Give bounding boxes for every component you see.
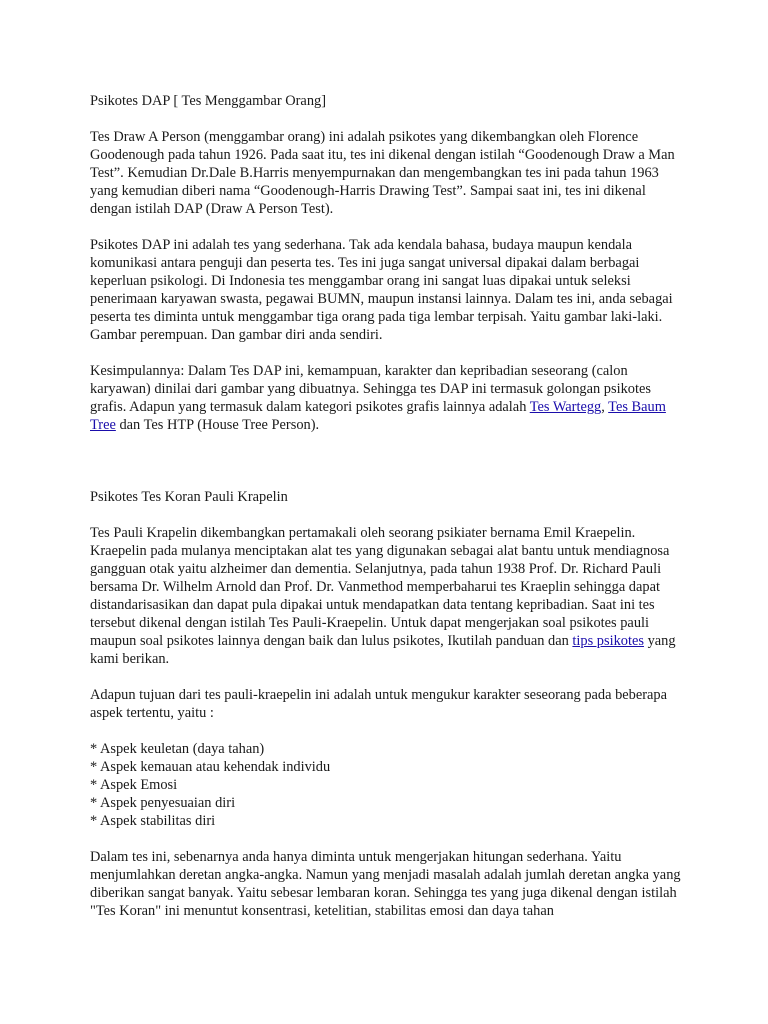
dap-paragraph-3-tail: dan Tes HTP (House Tree Person). [115,417,320,433]
pauli-paragraph-1-text: Tes Pauli Krapelin dikembangkan pertamakali oleh seorang psikiater bernama Emil Kraepelin. Kraepelin pada mulanya menciptakan alat tes yang digunakan sebagai alat bantu untuk mendiagnosa gangguan otak yaitu alzheimer dan dementia. Selanjutnya, pada tahun 1938 Prof. Dr. Richard Pauli bersama Dr. Wilhelm Arnold dan Prof. Dr. Vanmethod memperbaharui tes Kraeplin sehingga dapat distandarisasikan dan dapat pula dipakai untuk mendapatkan data tentang kepribadian. Saat ini tes tersebut dikenal dengan istilah Tes Pauli-Kraepelin. Untuk dapat mengerjakan soal psikotes pauli maupun soal psikotes lainnya dengan baik dan lulus psikotes, Ikutilah panduan dan [90,525,670,649]
dap-paragraph-2: Psikotes DAP ini adalah tes yang sederhana. Tak ada kendala bahasa, budaya maupun kendala komunikasi antara penguji dan peserta tes. Tes ini juga sangat universal dipakai dalam berbagai keperluan psikologi. Di Indonesia tes menggambar orang ini sangat luas dipakai untuk seleksi penerimaan karyawan swasta, pegawai BUMN, maupun instansi lainnya. Dalam tes ini, anda sebagai peserta tes diminta untuk menggambar tiga orang pada tiga lembar terpisah. Yaitu gambar laki-laki. Gambar perempuan. Dan gambar diri anda sendiri. [90,237,673,343]
pauli-paragraph-1 [90,524,685,668]
section-title-pauli: Psikotes Tes Koran Pauli Krapelin [90,489,288,505]
list-item: * Aspek Emosi [90,777,178,793]
pauli-paragraph-3: Dalam tes ini, sebenarnya anda hanya diminta untuk mengerjakan hitungan sederhana. Yaitu menjumlahkan deretan angka-angka. Namun yang menjadi masalah adalah jumlah deretan angka yang diberikan sangat banyak. Yaitu sebesar lembaran koran. Sehingga tes yang juga dikenal dengan istilah "Tes Koran" ini menuntut konsentrasi, ketelitian, stabilitas emosi dan daya tahan [90,849,681,919]
dap-paragraph-3 [90,362,685,434]
list-item: * Aspek kemauan atau kehendak individu [90,759,331,775]
link-tes-baum-tree[interactable]: Tes Baum Tree [90,399,666,433]
document-content [90,92,685,938]
dap-paragraph-1: Tes Draw A Person (menggambar orang) ini adalah psikotes yang dikembangkan oleh Florence Goodenough pada tahun 1926. Pada saat itu, tes ini dikenal dengan istilah “Goodenough Draw a Man Test”. Kemudian Dr.Dale B.Harris menyempurnakan dan mengembangkan tes ini pada tahun 1963 yang kemudian diberi nama “Goodenough-Harris Drawing Test”. Sampai saat ini, tes ini dikenal dengan istilah DAP (Draw A Person Test). [90,129,675,217]
pauli-paragraph-2: Adapun tujuan dari tes pauli-kraepelin ini adalah untuk mengukur karakter seseorang pada beberapa aspek tertentu, yaitu : [90,687,668,721]
list-item: * Aspek penyesuaian diri [90,795,236,811]
link-tes-wartegg[interactable]: Tes Wartegg [529,399,602,415]
dap-paragraph-3-text: Kesimpulannya: Dalam Tes DAP ini, kemampuan, karakter dan kepribadian seseorang (calon karyawan) dinilai dari gambar yang dibuatnya. Sehingga tes DAP ini termasuk golongan psikotes grafis. Adapun yang termasuk dalam kategori psikotes grafis lainnya adalah [90,363,651,415]
link-tips-psikotes[interactable]: tips psikotes [572,633,644,649]
aspect-list [90,740,685,830]
section-title-dap: Psikotes DAP [ Tes Menggambar Orang] [90,93,327,109]
dap-paragraph-3-separator: , [601,399,609,415]
pauli-paragraph-1-tail: yang kami berikan. [90,633,676,667]
list-item: * Aspek stabilitas diri [90,813,216,829]
section-spacer [90,452,685,488]
list-item: * Aspek keuletan (daya tahan) [90,741,265,757]
